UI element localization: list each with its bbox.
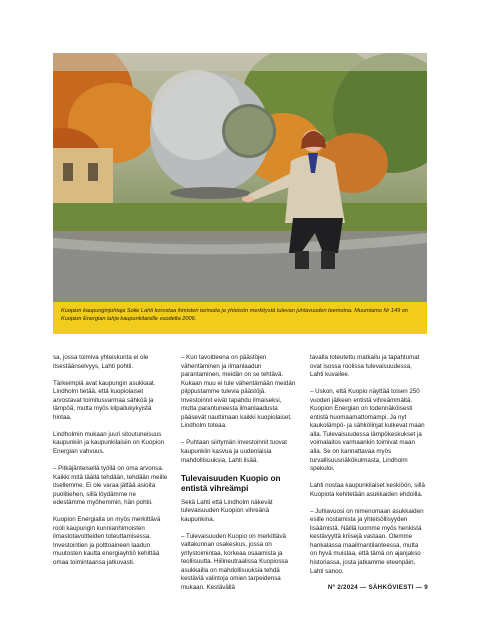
text-column-2 (181, 354, 297, 601)
feature-photo (53, 53, 427, 302)
paragraph: – Pitkäjänteisellä työllä on oma arvonsa. Kaikki mitä täällä tehdään, tehdään meille itsellemme. Ei ole varaa jättää asioita puolitiehen, sillä löydämme ne edestämme myöhemmin, hän pohtii. (53, 464, 168, 507)
text-column-1 (53, 354, 169, 576)
paragraph: sa, jossa toimiva yhteiskunta ei ole itsestäänselvyys, Lahti pohtii. (53, 354, 149, 370)
paragraph: – Uskon, että Kuopio näyttää toisen 250 vuoden jälkeen entistä vihreämmältä. Kuopion Energian on todennäköisesti entistä huomaamattomampi. Ja nyt kaukolämpö- ja sähkölinjat kulkevat maan alla. Tulevaisuudessa lämpökeskukset ja voimalaitos varmaankin toimivat maan alla. Se on kannattavaa myös turvallisuusnäkökulmasta, Lindholm spekuloi. (310, 388, 425, 473)
text-column-3 (310, 354, 426, 585)
paragraph: – Kun tavoitteena on päästöjen vähentäminen ja ilmanlaadun parantaminen, meidän on se tehtävä. Kukaan muu ei tule vähentämään meidän piippustamme tulevia päästöjä. Investoinnit eivät tapahdu ilmaiseksi, mutta parantuneesta ilmanlaadusta pääsevät nauttimaan kaikki kuopiolaiset, Lindholm toteaa. (181, 354, 296, 430)
photo-caption: Kuopion kaupunginjohtaja Soile Lahti korostaa ihmisten tarinoita ja yhteisön merkitystä tulevan juhlavuoden teemoina. Muumiamo Nr 149 on Kuopion Energian lahja kaupunkilaisille vuodelta 2006. (53, 302, 427, 334)
paragraph: Kuopion Energialla on myös merkittävä rooli kaupungin kunnianhimoisten ilmastotavoitteiden toteuttamisessa. Investointien ja polttoaineen laadun muutosten kautta energiayhtiö kehittää omaa toimintaansa jatkuvasti. (53, 516, 161, 566)
paragraph: – Tulevaisuuden Kuopio on merkittävä valtakunnan osakeskus, jossa on yritystoimintaa, korkeaa osaamista ja teollisuutta. Hiilineutraalissa Kuopiossa asukkailla on mahdollisuuksia tehdä kestäviä valintoja omien tarpeidensa mukaan. Kestävällä (181, 532, 288, 591)
paragraph: – Juhlavuosi on nimenomaan asukkaiden esille nostamista ja yhteisöllisyyden lisäämistä. Näillä luomme myös henkistä kestävyyttä kriisejä vastaan. Olemme hankalassa maailmantilanteessa, mutta on hyvä muistaa, että tämä on ajanjakso historiassa, josta jatkamme eteenpäin, Lahti sanoo. (310, 507, 424, 575)
paragraph: Lindholmin mukaan juuri sitoutuneisuus kaupunkiin ja kaupunkilaisiin on Kuopion Energian vahvuus. (53, 430, 165, 455)
photo-illustration (53, 53, 427, 302)
paragraph: tavalla toteutettu matkailu ja tapahtumat ovat isossa roolissa tulevaisuudessa, Lahti kuvailee. (310, 354, 420, 379)
section-heading: Tulevaisuuden Kuopio on entistä vihreämpi (181, 473, 281, 493)
paragraph: Tärkeimpiä avat kaupungin asukkaat. Lindholm tietää, että kuopiolaiset arvostavat toimitusvarmaa sähköä ja lämpöä, mutta myös kilpailukykyistä hintaa. (53, 379, 156, 421)
paragraph: – Puhtaan siirtymän investoinnit tuovat kaupunkiin kasvua ja uudenlaisia mahdollisuuksia, Lahti lisää. (181, 439, 287, 464)
paragraph: Sekä Lahti että Lindholm näkevät tulevaisuuden Kuopion vihreänä kaupunkina. (181, 498, 273, 523)
page-footer: Nº 2/2024 — SÄHKÖVIESTI — 9 (327, 584, 428, 591)
paragraph: Lahti nostaa kaupunkilaiset keskiöön, sillä Kuopiota kehitetään asukkaiden ehdoilla. (310, 482, 425, 498)
